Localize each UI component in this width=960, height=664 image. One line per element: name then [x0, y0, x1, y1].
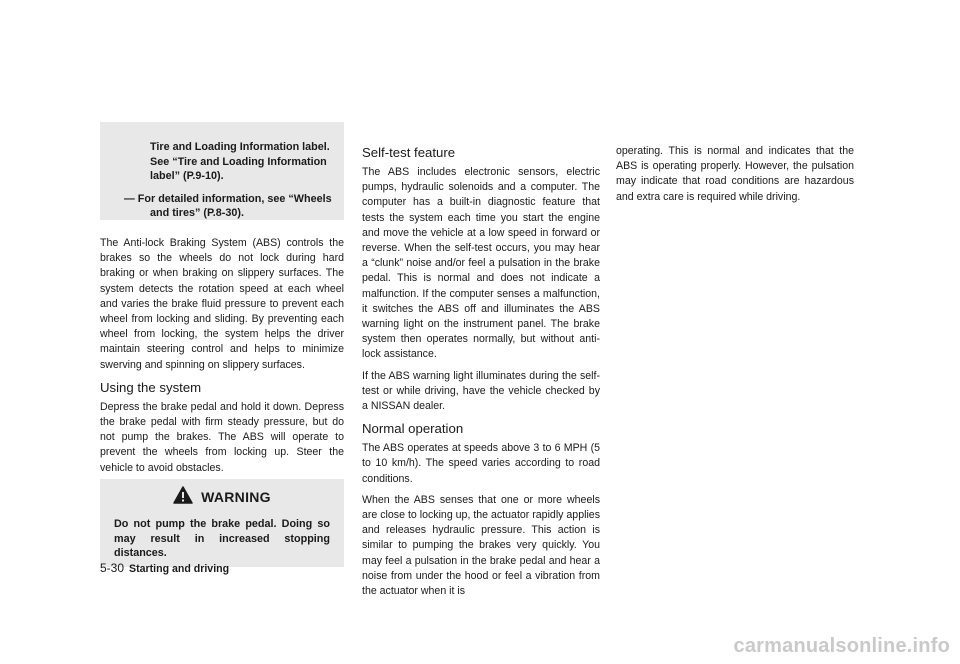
right-column-paragraph: operating. This is normal and indicates that the ABS is operating properly. However, the pulsation may indicate that road conditions are hazardous and extra care is required while driving.	[616, 145, 854, 203]
normal-operation-paragraph-2: When the ABS senses that one or more wheels are close to locking up, the actuator rapidly applies and releases hydraulic pressure. This action is similar to pumping the brakes very quickly. You may feel a pulsation in the brake pedal and hear a noise from under the hood or feel a vibration from the actuator when it is	[362, 493, 600, 598]
note-line-tire-label: Tire and Loading Information label. See “Tire and Loading Information label” (P.9-10).	[150, 141, 330, 183]
note-line-wheels-tires: — For detailed information, see “Wheels and tires” (P.8-30).	[124, 192, 332, 220]
watermark: carmanualsonline.info	[733, 635, 950, 657]
using-system-paragraph: Depress the brake pedal and hold it down. Depress the brake pedal with firm steady pressure, but do not pump the brakes. The ABS will operate to prevent the wheels from locking up. Steer the vehicle to avoid obstacles.	[100, 400, 344, 474]
warning-title: WARNING	[201, 489, 271, 505]
self-test-paragraph-1: The ABS includes electronic sensors, electric pumps, hydraulic solenoids and a computer. The computer has a built-in diagnostic feature that tests the system each time you start the engine and move the vehicle at a low speed in forward or reverse. When the self-test occurs, you may hear a “clunk” noise and/or feel a pulsation in the brake pedal. This is normal and does not indicate a malfunction. If the computer senses a malfunction, it switches the ABS off and illuminates the ABS warning light on the instrument panel. The brake system then operates normally, but without anti-lock assistance.	[362, 166, 600, 361]
note-box	[100, 122, 344, 220]
normal-operation-heading: Normal operation	[362, 421, 464, 437]
page-footer	[100, 561, 229, 575]
normal-operation-paragraph-1: The ABS operates at speeds above 3 to 6 MPH (5 to 10 km/h). The speed varies according to road conditions.	[362, 442, 600, 485]
right-column	[616, 144, 854, 211]
abs-intro-paragraph: The Anti-lock Braking System (ABS) controls the brakes so the wheels do not lock during hard braking or when braking on slippery surfaces. The system detects the rotation speed at each wheel and varies the brake fluid pressure to prevent each wheel from locking and sliding. By preventing each wheel from locking, the system helps the driver maintain steering control and helps to minimize swerving and spinning on slippery surfaces.	[100, 237, 344, 371]
page-number: 5-30	[100, 561, 125, 575]
middle-column	[362, 140, 600, 605]
warning-header	[114, 486, 330, 508]
section-title: Starting and driving	[129, 563, 230, 575]
warning-text: Do not pump the brake pedal. Doing so may result in increased stopping distances.	[114, 518, 330, 560]
left-column	[100, 236, 344, 482]
self-test-heading: Self-test feature	[362, 145, 456, 160]
using-system-heading: Using the system	[100, 379, 202, 395]
warning-triangle-icon	[173, 486, 193, 509]
warning-box	[100, 479, 344, 567]
self-test-paragraph-2: If the ABS warning light illuminates during the self-test or while driving, have the vehicle checked by a NISSAN dealer.	[362, 369, 600, 413]
